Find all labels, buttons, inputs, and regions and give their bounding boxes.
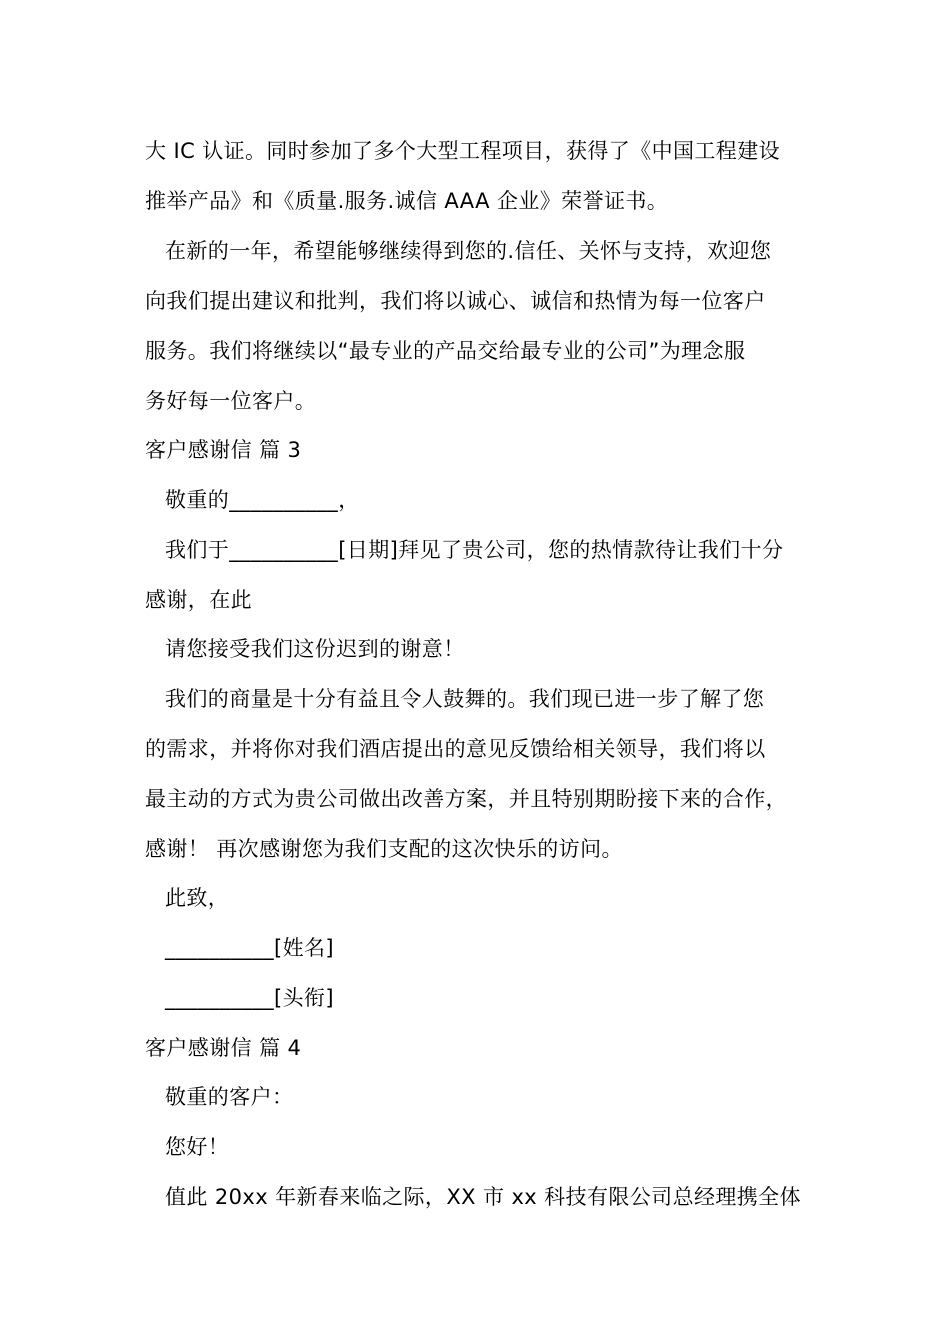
paragraph-line: 值此 20xx 年新春来临之际，XX 市 xx 科技有限公司总经理携全体 [165, 1185, 801, 1209]
signature-title: __________[头衔] [165, 986, 334, 1010]
signature-name: __________[姓名] [165, 936, 334, 960]
paragraph-line: 感谢！ 再次感谢您为我们支配的这次快乐的访问。 [145, 837, 623, 861]
paragraph-line: 的需求，并将你对我们酒店提出的意见反馈给相关领导，我们将以 [145, 737, 766, 761]
paragraph-line: 我们于__________[日期]拜见了贵公司，您的热情款待让我们十分 [165, 538, 784, 562]
salutation: 敬重的客户： [165, 1085, 294, 1109]
paragraph-line: 请您接受我们这份迟到的谢意！ [165, 637, 465, 661]
section-heading: 客户感谢信 篇 4 [145, 1036, 302, 1060]
paragraph-line: 我们的商量是十分有益且令人鼓舞的。我们现已进一步了解了您 [165, 687, 765, 711]
salutation: 敬重的__________， [165, 488, 360, 512]
paragraph-line: 向我们提出建议和批判，我们将以诚心、诚信和热情为每一位客户 [145, 289, 766, 313]
paragraph-line: 推举产品》和《质量.服务.诚信 AAA 企业》荣誉证书。 [145, 189, 669, 213]
greeting: 您好！ [165, 1135, 230, 1159]
paragraph-line: 务好每一位客户。 [145, 389, 317, 413]
paragraph-line: 服务。我们将继续以“最专业的产品交给最专业的公司”为理念服 [145, 339, 746, 363]
section-heading: 客户感谢信 篇 3 [145, 438, 302, 462]
paragraph-line: 最主动的方式为贵公司做出改善方案，并且特别期盼接下来的合作， [145, 787, 787, 811]
paragraph-line: 感谢，在此 [145, 588, 252, 612]
paragraph-line: 在新的一年，希望能够继续得到您的.信任、关怀与支持，欢迎您 [165, 239, 772, 263]
paragraph-line: 大 IC 认证。同时参加了多个大型工程项目，获得了《中国工程建设 [145, 139, 781, 163]
closing: 此致， [165, 886, 230, 910]
